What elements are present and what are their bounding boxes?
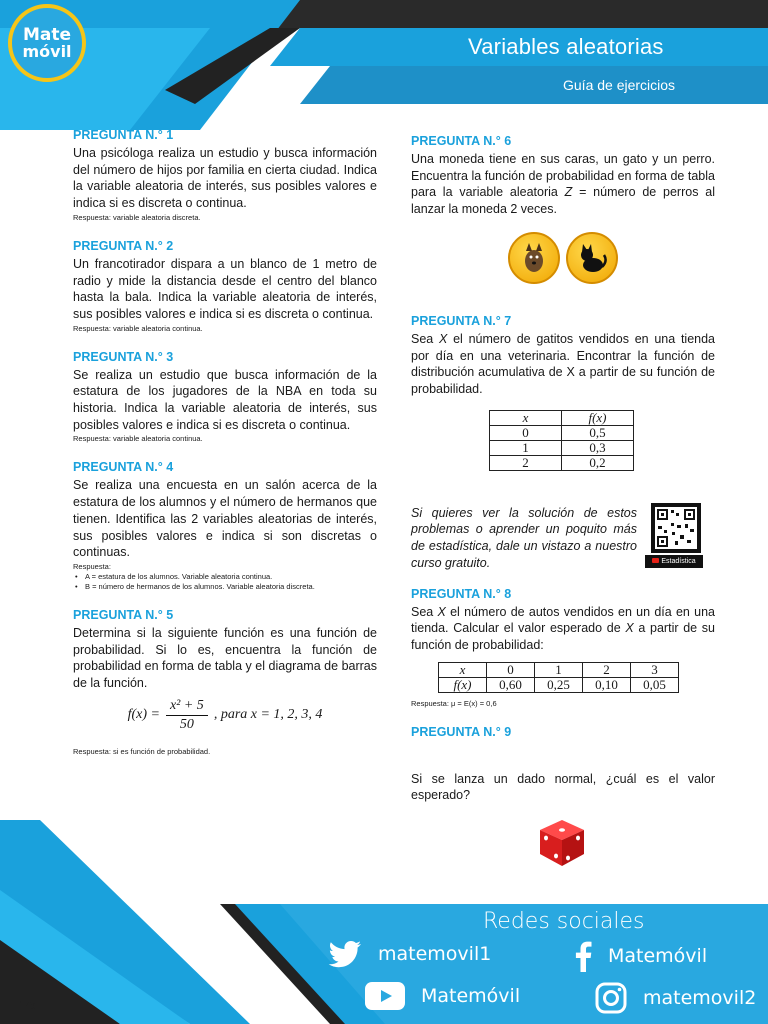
- question-7: [411, 314, 715, 471]
- question-answer: Respuesta: variable aleatoria discreta.: [73, 212, 201, 222]
- page-subtitle: Guía de ejercicios: [563, 77, 676, 93]
- formula-fraction: [166, 698, 208, 733]
- table-cell: 1: [535, 662, 583, 677]
- page-title: Variables aleatorias: [468, 34, 664, 59]
- table-cell: x: [439, 662, 487, 677]
- question-text: Si se lanza un dado normal, ¿cuál es el valor esperado?: [411, 771, 715, 803]
- question-title: PREGUNTA N.° 3: [73, 349, 174, 364]
- table-row: [439, 662, 679, 677]
- formula-lhs: f(x) =: [127, 707, 160, 723]
- table-cell: 0: [490, 425, 562, 440]
- question-title: PREGUNTA N.° 2: [73, 238, 174, 253]
- question-text: Se realiza un estudio que busca información de la estatura de los jugadores de la NBA en toda su historia. Indica la variable aleatoria de interés, sus posibles valores e indica si es discreta o continua.: [73, 367, 377, 432]
- table-header-cell: f(x): [562, 410, 634, 425]
- table-cell: 0,2: [562, 455, 634, 470]
- cat-coin-icon: [566, 232, 618, 284]
- matemovil-logo: [8, 4, 86, 82]
- instagram-link[interactable]: [595, 982, 756, 1014]
- table-cell: 0,3: [562, 440, 634, 455]
- question-answer: Respuesta: μ = E(x) = 0,6: [411, 698, 497, 708]
- question-8: [411, 587, 715, 709]
- question-title: PREGUNTA N.° 5: [73, 607, 174, 622]
- question-answer: Respuesta: si es función de probabilidad.: [73, 746, 211, 756]
- table-cell: 1: [490, 440, 562, 455]
- table-row: [490, 455, 634, 470]
- question-text: Una moneda tiene en sus caras, un gato y un perro. Encuentra la función de probabilidad en forma de tabla para la variable aleatoria Z = número de perros al lanzar la moneda 2 veces.: [411, 152, 715, 217]
- table-row: [490, 425, 634, 440]
- twitter-handle: matemovil1: [378, 943, 492, 965]
- table-cell: 2: [490, 455, 562, 470]
- answer-item: • A = estatura de los alumnos. Variable aleatoria continua.: [85, 572, 377, 582]
- instagram-handle: matemovil2: [643, 987, 757, 1009]
- table-cell: 0: [487, 662, 535, 677]
- question-text: Sea X el número de autos vendidos en un día en una tienda. Calcular el valor esperado de X a partir de su función de probabilidad:: [411, 604, 715, 653]
- table-row: [490, 440, 634, 455]
- question-1: [73, 128, 377, 223]
- right-column: [411, 134, 715, 889]
- answer-label: Respuesta:: [73, 561, 111, 571]
- coin-faces: [411, 232, 715, 284]
- table-header-row: [490, 410, 634, 425]
- table-cell: f(x): [439, 677, 487, 692]
- formula-rhs: , para x = 1, 2, 3, 4: [213, 707, 323, 723]
- question-answer: Respuesta: variable aleatoria continua.: [73, 323, 203, 333]
- question-text: Un francotirador dispara a un blanco de 1 metro de radio y mide la distancia desde el centro del blanco hasta la bala. Indica la variable aleatoria de interés, sus posibles valores e indica si es discreta o continua.: [73, 256, 377, 321]
- twitter-icon: [328, 940, 362, 968]
- youtube-badge[interactable]: Estadística: [645, 555, 703, 568]
- facebook-handle: Matemóvil: [608, 945, 708, 967]
- question-title: PREGUNTA N.° 6: [411, 134, 512, 148]
- course-promo: [411, 505, 715, 577]
- question-text: Una psicóloga realiza un estudio y busca información del número de hijos por familia en cierta ciudad. Indica la variable aleatoria de interés, sus posibles valores e indica si es discreta o continua.: [73, 146, 377, 211]
- youtube-handle: Matemóvil: [421, 985, 521, 1007]
- answer-item: • B = número de hermanos de los alumnos. Variable aleatoria discreta.: [85, 582, 377, 592]
- table-cell: 0,60: [487, 677, 535, 692]
- table-cell: 2: [583, 662, 631, 677]
- promo-text: Si quieres ver la solución de estos problemas o aprender un poquito más de estadística, dale un vistazo a nuestro curso gratuito.: [411, 505, 637, 570]
- probability-table: [489, 410, 634, 471]
- table-header-cell: x: [490, 410, 562, 425]
- facebook-icon: [574, 940, 592, 972]
- table-cell: 3: [631, 662, 679, 677]
- question-title: PREGUNTA N.° 8: [411, 586, 512, 601]
- question-4: [73, 460, 377, 592]
- twitter-link[interactable]: [328, 940, 491, 968]
- social-title: Redes sociales: [483, 909, 645, 934]
- question-6: [411, 134, 715, 284]
- answer-list: [73, 572, 377, 592]
- question-answer: [73, 562, 377, 592]
- qr-code[interactable]: [651, 503, 701, 553]
- logo-text-top: Mate: [22, 24, 72, 45]
- question-title: PREGUNTA N.° 7: [411, 313, 512, 328]
- youtube-icon: [365, 982, 405, 1010]
- probability-table: [438, 662, 679, 693]
- table-row: [439, 677, 679, 692]
- question-text: Se realiza una encuesta en un salón acerca de la estatura de los alumnos y el número de hermanos que tienen. Identifica las 2 variables aleatorias de interés, sus posibles valores e indica si son discretas o continuas.: [73, 478, 377, 560]
- formula-numerator: x² + 5: [166, 698, 208, 716]
- question-title: PREGUNTA N.° 9: [411, 724, 512, 739]
- instagram-icon: [595, 982, 627, 1014]
- table-cell: 0,05: [631, 677, 679, 692]
- question-title: PREGUNTA N.° 1: [73, 128, 174, 142]
- question-answer: Respuesta: variable aleatoria continua.: [73, 434, 203, 444]
- table-cell: 0,5: [562, 425, 634, 440]
- logo-text-bottom: móvil: [22, 41, 72, 61]
- header-background: [0, 0, 768, 130]
- table-cell: 0,25: [535, 677, 583, 692]
- facebook-link[interactable]: [574, 940, 707, 972]
- youtube-icon: [652, 558, 659, 563]
- question-text: Sea X el número de gatitos vendidos en una tienda por día en una veterinaria. Encontrar la función de distribución acumulativa de X a partir de su función de probabilidad.: [411, 331, 716, 396]
- question-5: [73, 608, 377, 757]
- question-title: PREGUNTA N.° 4: [73, 460, 174, 475]
- probability-formula: [73, 698, 377, 733]
- question-3: [73, 350, 377, 445]
- question-text: Determina si la siguiente función es una función de probabilidad. Si lo es, encuentra la función de probabilidad en forma de tabla y el diagrama de barras de la función.: [73, 625, 377, 691]
- table-cell: 0,10: [583, 677, 631, 692]
- left-column: [73, 128, 377, 773]
- youtube-link[interactable]: [365, 982, 520, 1010]
- page-number: 1/3: [19, 998, 36, 1012]
- dog-coin-icon: [508, 232, 560, 284]
- question-2: [73, 239, 377, 334]
- formula-denominator: 50: [179, 716, 194, 732]
